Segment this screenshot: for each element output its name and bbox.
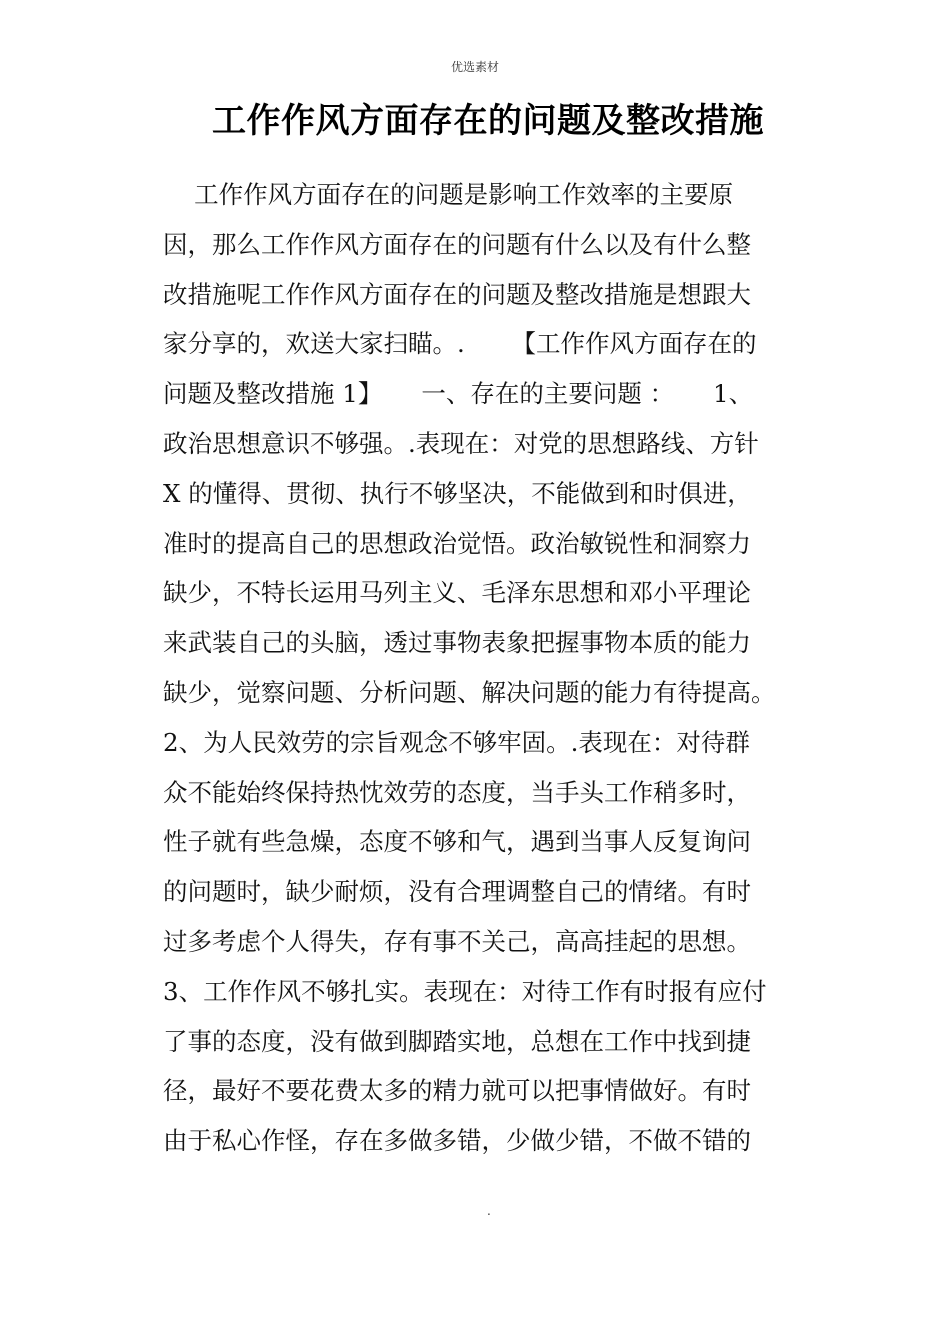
body-line: 因，那么工作作风方面存在的问题有什么以及有什么整	[163, 229, 751, 259]
body-line: 性子就有些急燥，态度不够和气，遇到当事人反复询问	[163, 827, 751, 857]
body-line: X 的懂得、贯彻、执行不够坚决，不能做到和时俱进，	[163, 478, 752, 508]
body-line: 了事的态度，没有做到脚踏实地，总想在工作中找到捷	[163, 1026, 751, 1056]
page-header-label: 优选素材	[450, 60, 499, 74]
body-line: 2、为人民效劳的宗旨观念不够牢固。.表现在：对待群	[163, 727, 750, 757]
document-title: 工作作风方面存在的问题及整改措施	[212, 101, 764, 141]
body-line: 工作作风方面存在的问题是影响工作效率的主要原	[163, 180, 734, 209]
body-line: 准时的提高自己的思想政治觉悟。政治敏锐性和洞察力	[163, 528, 751, 558]
body-line: 由于私心作怪，存在多做多错，少做少错，不做不错的	[163, 1126, 751, 1156]
body-line: 缺少，觉察问题、分析问题、解决问题的能力有待提高。	[163, 677, 776, 707]
body-line: 缺少，不特长运用马列主义、毛泽东思想和邓小平理论	[163, 578, 751, 608]
body-line: 的问题时，缺少耐烦，没有合理调整自己的情绪。有时	[163, 877, 751, 907]
body-line: 问题及整改措施 1】 一、存在的主要问题 ： 1、	[163, 379, 754, 409]
body-line: 众不能始终保持热忱效劳的态度，当手头工作稍多时，	[163, 777, 751, 807]
body-line: 来武装自己的头脑，透过事物表象把握事物本质的能力	[163, 628, 751, 658]
body-line: 径，最好不要花费太多的精力就可以把事情做好。有时	[163, 1076, 751, 1106]
document-body	[163, 170, 803, 1166]
body-line: 政治思想意识不够强。.表现在：对党的思想路线、方针	[163, 428, 759, 458]
body-line: 过多考虑个人得失，存有事不关己，高高挂起的思想。	[163, 926, 751, 956]
body-line: 家分享的，欢送大家扫瞄。. 【工作作风方面存在的	[163, 329, 757, 359]
body-line: 3、工作作风不够扎实。表现在：对待工作有时报有应付	[163, 976, 767, 1006]
page-footer-mark: .	[487, 1204, 491, 1218]
body-line: 改措施呢工作作风方面存在的问题及整改措施是想跟大	[163, 279, 751, 309]
